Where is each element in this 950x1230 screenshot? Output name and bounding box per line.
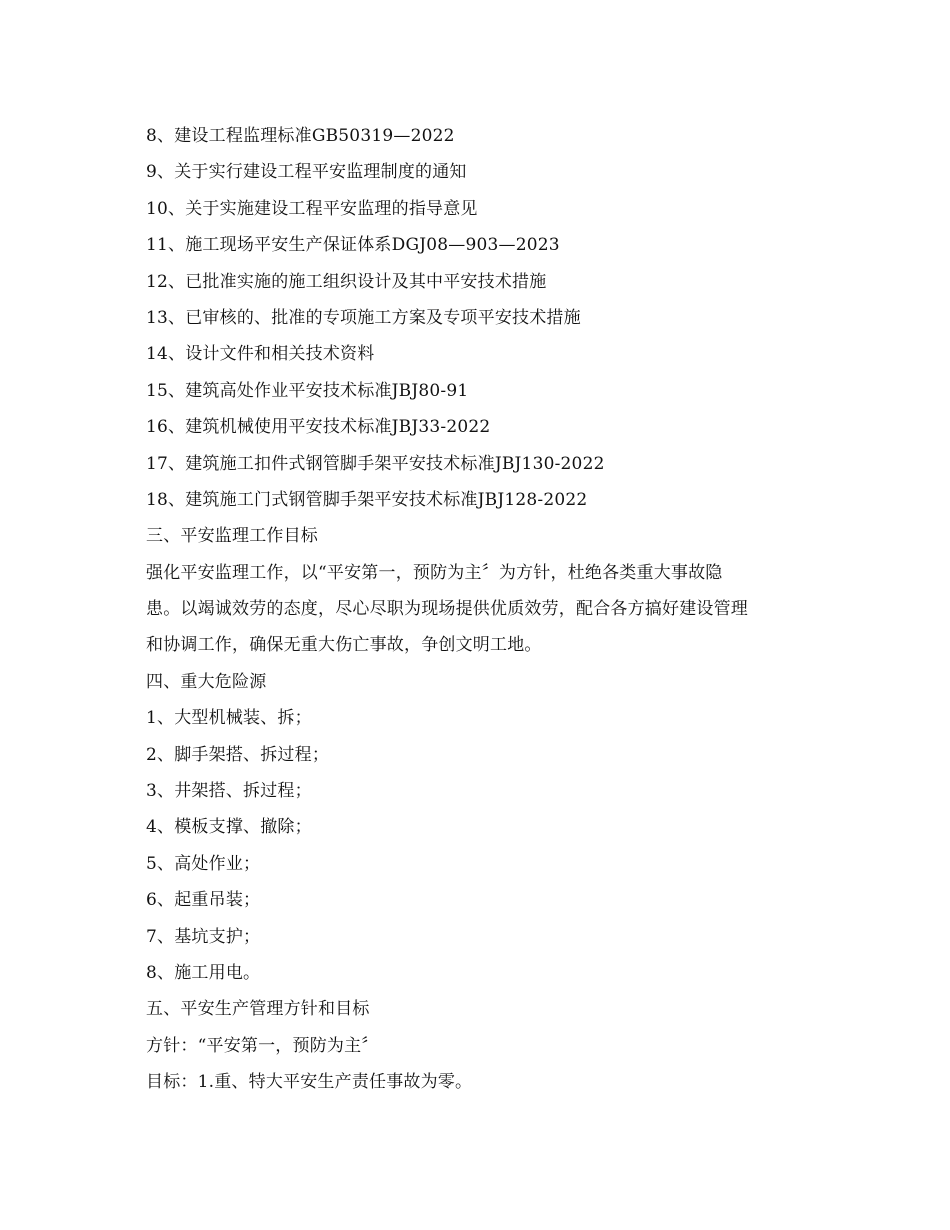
paragraph-line-1: 强化平安监理工作，以“平安第一，预防为主〞为方针，杜绝各类重大事故隐: [146, 562, 723, 583]
hazard-item-8: 8、施工用电。: [146, 962, 261, 983]
section-heading-3: 三、平安监理工作目标: [146, 526, 318, 547]
paragraph-line-3: 和协调工作，确保无重大伤亡事故，争创文明工地。: [146, 635, 542, 656]
list-item-14: 14、设计文件和相关技术资料: [146, 344, 375, 365]
goal-line: 目标：1.重、特大平安生产责任事故为零。: [146, 1072, 473, 1093]
list-item-18: 18、建筑施工门式钢管脚手架平安技术标准JBJ128-2022: [146, 489, 588, 510]
hazard-item-1: 1、大型机械装、拆；: [146, 708, 312, 729]
policy-line: 方针：“平安第一，预防为主〞: [146, 1035, 379, 1056]
list-item-10: 10、关于实施建设工程平安监理的指导意见: [146, 198, 478, 219]
list-item-17: 17、建筑施工扣件式钢管脚手架平安技术标准JBJ130-2022: [146, 453, 605, 474]
section-heading-4: 四、重大危险源: [146, 671, 267, 692]
document-body: [146, 118, 806, 1101]
list-item-12: 12、已批准实施的施工组织设计及其中平安技术措施: [146, 271, 547, 292]
paragraph-line-2: 患。以竭诚效劳的态度，尽心尽职为现场提供优质效劳，配合各方搞好建设管理: [146, 599, 748, 620]
hazard-item-5: 5、高处作业；: [146, 853, 261, 874]
hazard-item-7: 7、基坑支护；: [146, 926, 261, 947]
list-item-13: 13、已审核的、批准的专项施工方案及专项平安技术措施: [146, 307, 581, 328]
list-item-15: 15、建筑高处作业平安技术标准JBJ80-91: [146, 380, 469, 401]
hazard-item-2: 2、脚手架搭、拆过程；: [146, 744, 330, 765]
list-item-16: 16、建筑机械使用平安技术标准JBJ33-2022: [146, 417, 491, 438]
list-item-8: 8、建设工程监理标准GB50319—2022: [146, 126, 455, 146]
list-item-11: 11、施工现场平安生产保证体系DGJ08—903—2023: [146, 235, 560, 256]
hazard-item-4: 4、模板支撑、撤除；: [146, 817, 312, 838]
hazard-item-6: 6、起重吊装；: [146, 890, 261, 911]
hazard-item-3: 3、井架搭、拆过程；: [146, 781, 312, 802]
section-heading-5: 五、平安生产管理方针和目标: [146, 999, 370, 1020]
list-item-9: 9、关于实行建设工程平安监理制度的通知: [146, 162, 467, 183]
